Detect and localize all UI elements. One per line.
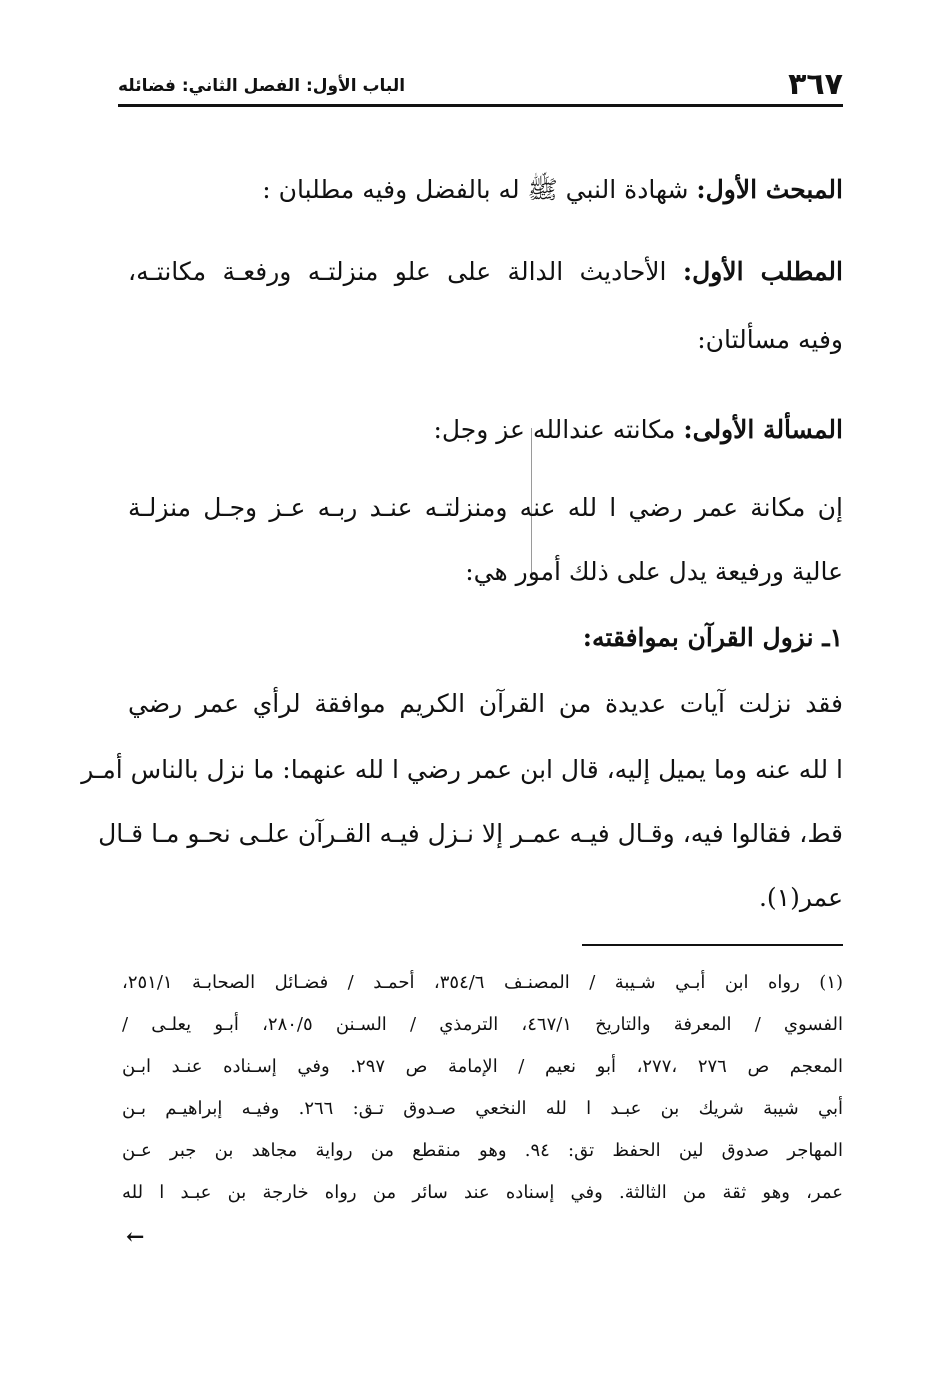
footnote-line5: المهاجر صدوق لين الحفظ تق: ٩٤. وهو منقطع من رواية مجاهد بن جبر عـن <box>122 1140 843 1161</box>
continuation-arrow-icon: ← <box>126 1224 145 1250</box>
footnote-line6: عمر، وهو ثقة من الثالثة. وفي إسناده عند سائر من رواه خارجة بن عبـد ا لله <box>122 1182 843 1203</box>
running-title: الباب الأول: الفصل الثاني: فضائله <box>118 76 406 96</box>
footnote-line2: الفسوي / المعرفة والتاريخ ٤٦٧/١، الترمذي / السـنن ٢٨٠/٥، أبـو يعلـى / <box>122 1014 843 1035</box>
footnote-line1: (١) رواه ابن أبـي شـيبة / المصنـف ٣٥٤/٦، أحمـد / فضـائل الصحابـة ٢٥١/١، <box>122 972 844 993</box>
header-rule <box>118 104 843 107</box>
para2-line3: قط، فقالوا فيه، وقـال فيـه عمـر إلا نـزل فيـه القـرآن علـى نحـو مـا قـال <box>98 819 843 848</box>
matlab-heading <box>128 252 843 292</box>
para2-line4: عمر(١). <box>758 883 843 912</box>
para2-line1: فقد نزلت آيات عديدة من القرآن الكريم موافقة لرأي عمر رضي <box>128 689 843 718</box>
footnote-line3: المعجم ص ٢٧٦ ،٢٧٧، أبو نعيم / الإمامة ص ٢٩٧. وفي إسـناده عنـد ابـن <box>122 1056 843 1077</box>
page-number: ٣٦٧ <box>788 67 843 102</box>
footnote-line4: أبي شيبة شريك بن عبـد ا لله النخعي صـدوق تـق: ٢٦٦. وفيـه إبراهيـم بـن <box>122 1098 843 1119</box>
masala-label: المسألة الأولى: <box>683 415 843 444</box>
matlab-text-line1: الأحاديث الدالة على علو منزلتـه ورفعـة مكانتـه، <box>128 257 683 286</box>
page-header <box>118 66 843 106</box>
masala-heading <box>433 410 843 450</box>
para2-line2: ا لله عنه وما يميل إليه، قال ابن عمر رضي ا لله عنهما: ما نزل بالناس أمـر <box>81 755 843 784</box>
para1-line2: عالية ورفيعة يدل على ذلك أمور هي: <box>465 557 843 586</box>
footnote-separator <box>582 944 843 946</box>
mabhath-text: شهادة النبي ﷺ له بالفضل وفيه مطلبان : <box>262 175 697 204</box>
matlab-label: المطلب الأول: <box>682 257 843 286</box>
mabhath-heading <box>262 170 843 210</box>
mabhath-label: المبحث الأول: <box>696 175 843 204</box>
para1-line1: إن مكانة عمر رضي ا لله عنه ومنزلتـه عنـد ربـه عـز وجـل منزلـة <box>128 493 843 522</box>
matlab-text-line2: وفيه مسألتان: <box>697 325 843 354</box>
masala-text: مكانته عندالله عز وجل: <box>433 415 684 444</box>
point1-heading: ١ـ نزول القرآن بموافقته: <box>582 623 843 652</box>
